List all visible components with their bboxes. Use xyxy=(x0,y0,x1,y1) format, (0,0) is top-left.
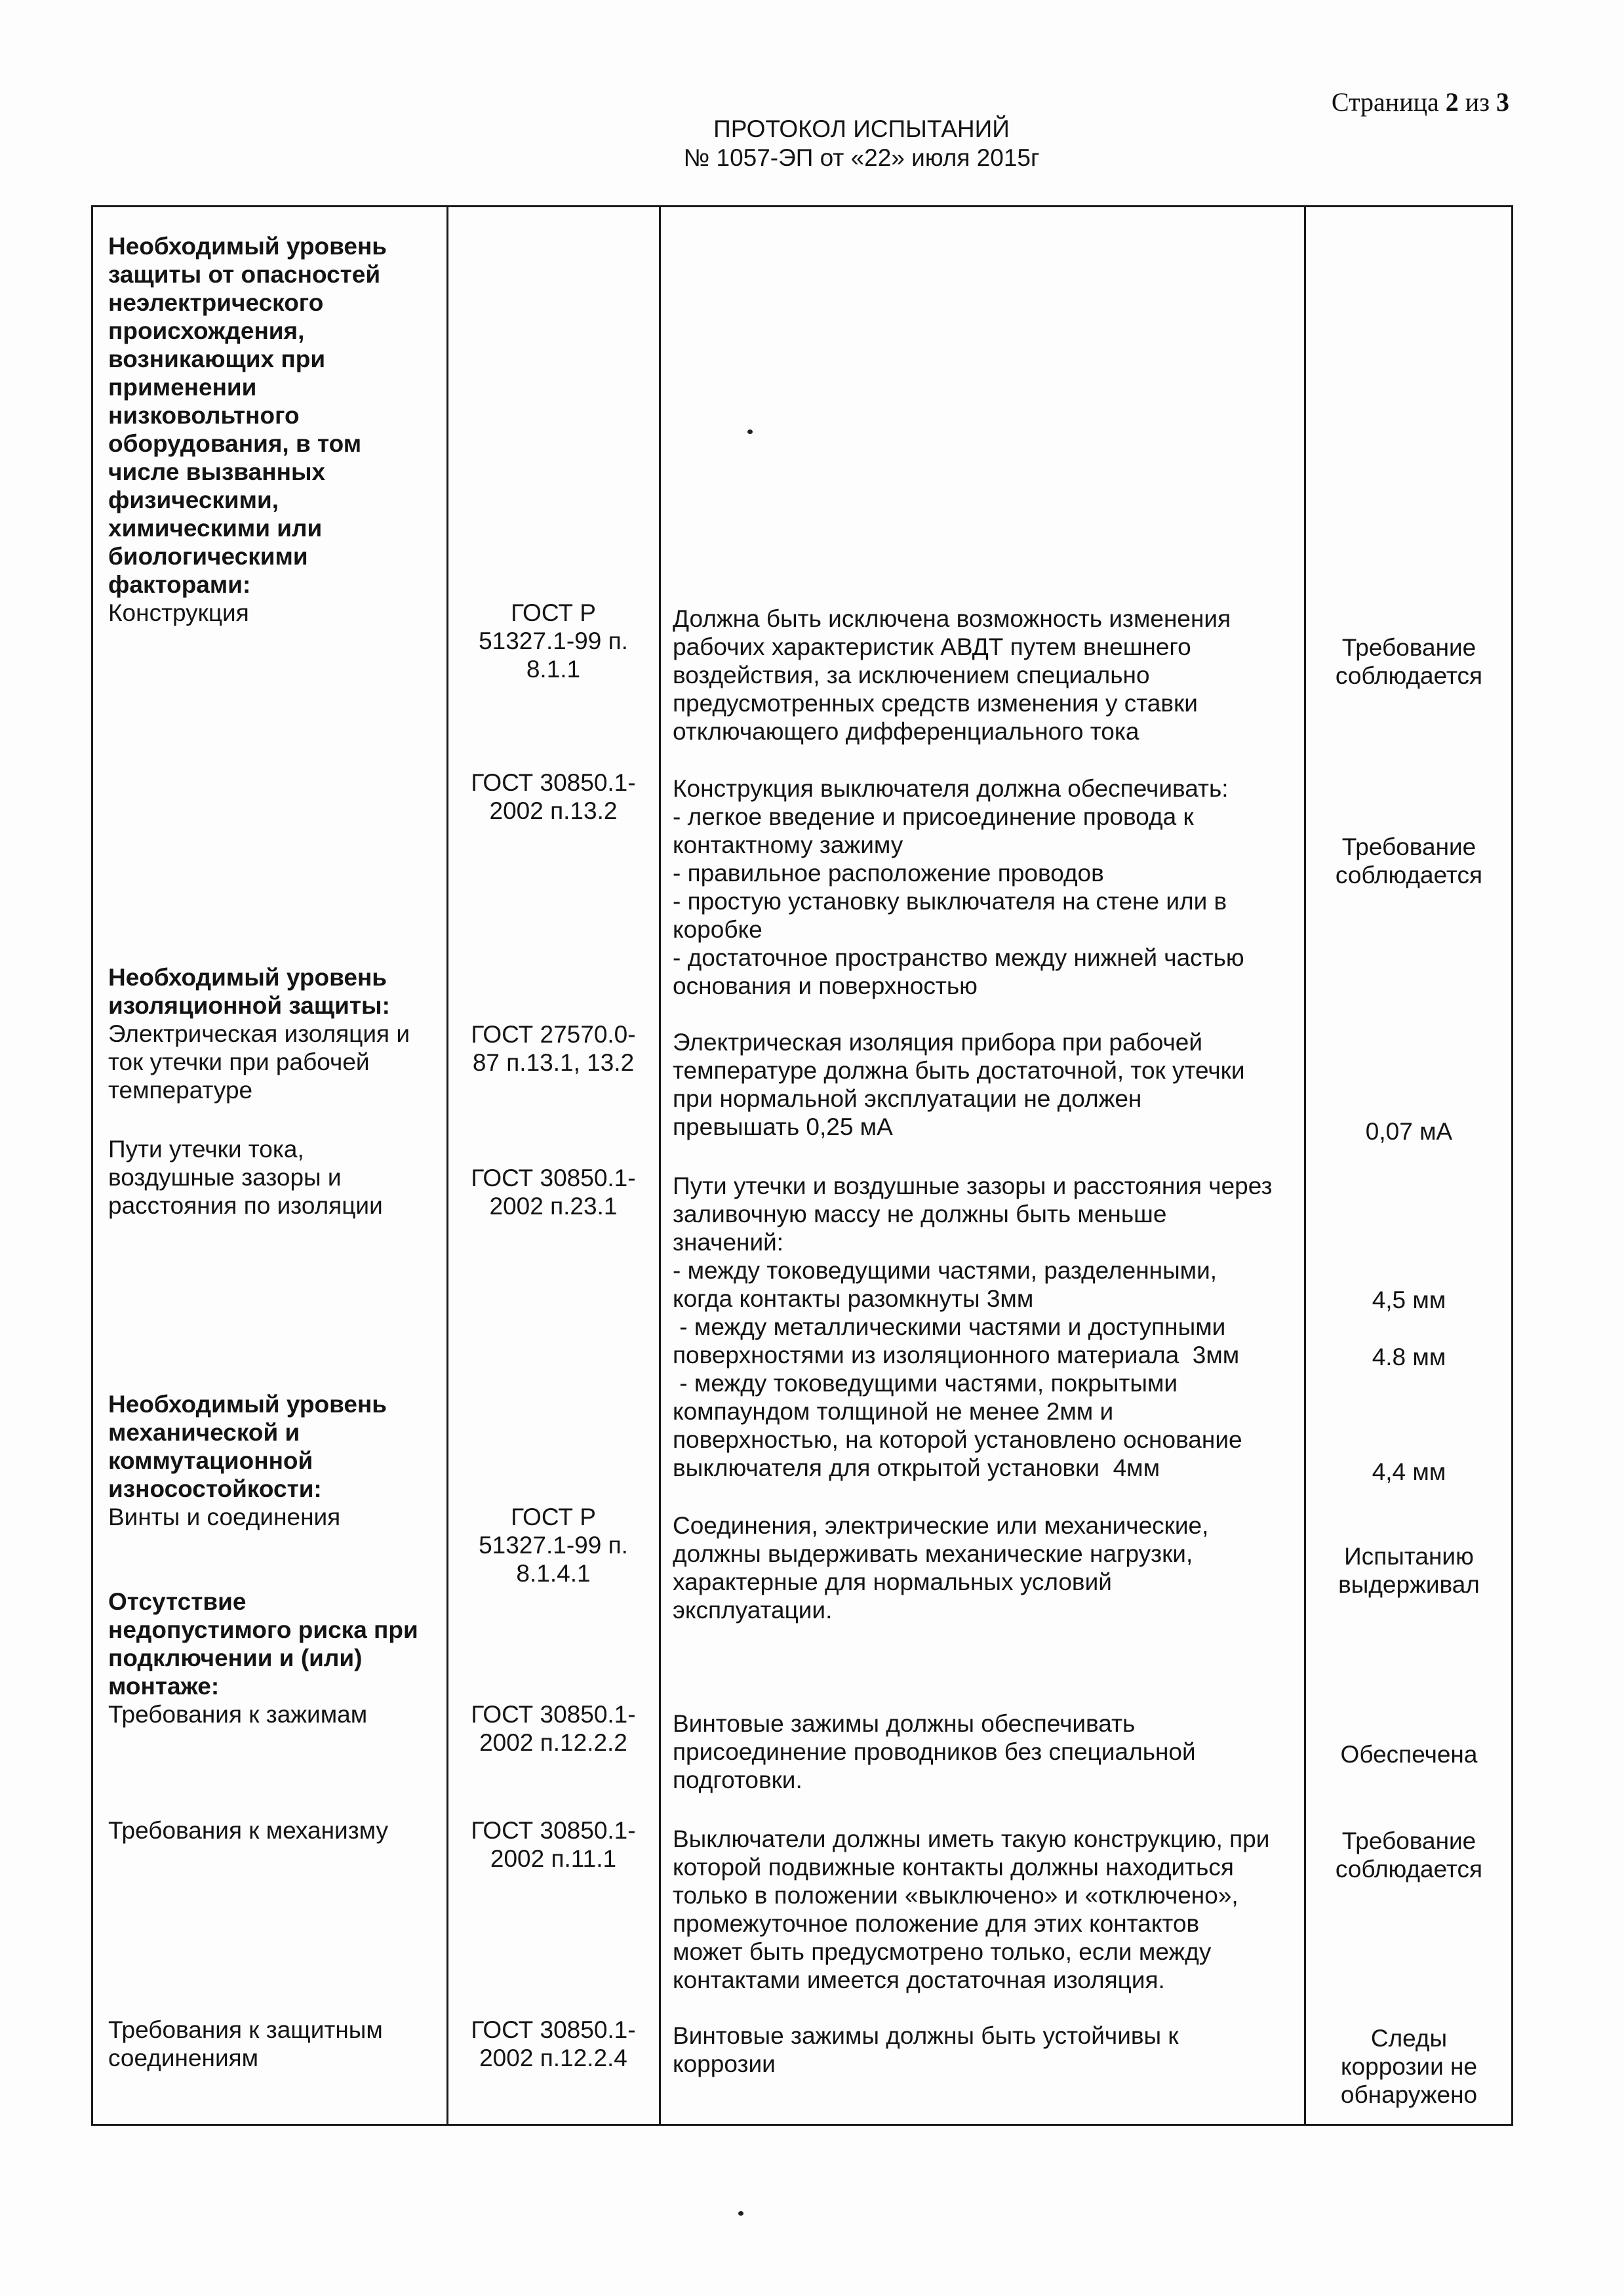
requirement-text: Соединения, электрические или механические, должны выдерживать механические нагрузки, характерные для нормальных условий эксплуатации. xyxy=(673,1512,1209,1624)
criterion-label: Требования к механизму xyxy=(108,1817,389,1844)
requirement-text: Электрическая изоляция прибора при рабочей температуре должна быть достаточной, ток утечки при нормальной эксплуатации не должен превышать 0,25 мА xyxy=(673,1029,1245,1140)
criterion-cell xyxy=(108,2016,383,2072)
test-result: Требование соблюдается xyxy=(1335,634,1483,689)
requirement-text: Конструкция выключателя должна обеспечивать: - легкое введение и присоединение провода к контактному зажиму - правильное расположение проводов - простую установку выключателя на стене или в коробке - достаточное пространство между нижней частью основания и поверхностью xyxy=(673,775,1244,999)
test-result: 4.8 мм xyxy=(1372,1344,1446,1370)
criterion-label: Электрическая изоляция и ток утечки при рабочей температуре xyxy=(108,1020,410,1104)
criterion-label: Пути утечки тока, воздушные зазоры и расстояния по изоляции xyxy=(108,1136,383,1219)
section-heading: Необходимый уровень механической и коммутационной износостойкости: xyxy=(108,1391,387,1502)
standard-reference: ГОСТ 30850.1- 2002 п.11.1 xyxy=(471,1817,636,1872)
standard-reference: ГОСТ 30850.1- 2002 п.13.2 xyxy=(471,769,636,824)
criterion-cell xyxy=(108,1816,388,1845)
document-header xyxy=(599,115,1124,172)
requirement-text: Винтовые зажимы должны обеспечивать присоединение проводников без специальной подготовки. xyxy=(673,1710,1196,1793)
document-title: ПРОТОКОЛ ИСПЫТАНИЙ xyxy=(713,115,1010,142)
standard-reference: ГОСТ 27570.0- 87 п.13.1, 13.2 xyxy=(471,1021,636,1076)
criterion-cell xyxy=(108,232,387,627)
requirement-text: Винтовые зажимы должны быть устойчивы к коррозии xyxy=(673,2022,1179,2077)
requirement-text: Выключатели должны иметь такую конструкцию, при которой подвижные контакты должны находиться только в положении «выключено» и «отключено», промежуточное положение для этих контактов может быть предусмотрено только, если между контактами имеется достаточная изоляция. xyxy=(673,1826,1270,1993)
test-result: Следы коррозии не обнаружено xyxy=(1340,2025,1478,2108)
criterion-label: Требования к зажимам xyxy=(108,1701,368,1728)
test-result: Требование соблюдается xyxy=(1335,1827,1483,1883)
requirement-text: Должна быть исключена возможность изменения рабочих характеристик АВДТ путем внешнего воздействия, за исключением специально предусмотренных средств изменения у ставки отключающего дифференциального тока xyxy=(673,605,1231,745)
scan-speck xyxy=(738,2211,743,2216)
requirement-text: Пути утечки и воздушные зазоры и расстояния через заливочную массу не должны быть меньше значений: - между токоведущими частями, разделенными, когда контакты разомкнуты 3мм - между металлическими частями и доступными поверхностями из изоляционного материала 3мм - между токоведущими частями, покрытыми компаундом толщиной не менее 2мм и поверхностью, на которой установлено основание выключателя для открытой установки 4мм xyxy=(673,1172,1273,1481)
protocol-number: № 1057-ЭП от «22» июля 2015г xyxy=(683,144,1040,171)
criterion-label: Требования к защитным соединениям xyxy=(108,2016,383,2071)
test-result: 0,07 мА xyxy=(1365,1118,1453,1145)
page-number xyxy=(1332,85,1509,119)
standard-reference: ГОСТ Р 51327.1-99 п. 8.1.1 xyxy=(479,599,628,683)
scan-speck xyxy=(747,429,753,434)
criterion-cell xyxy=(108,963,410,1104)
page-current: 2 xyxy=(1445,87,1459,117)
criterion-cell xyxy=(108,1135,383,1220)
test-result: Испытанию выдерживал xyxy=(1338,1543,1480,1598)
standard-reference: ГОСТ 30850.1- 2002 п.23.1 xyxy=(471,1165,636,1220)
criterion-cell xyxy=(108,1390,387,1531)
section-heading: Необходимый уровень защиты от опасностей неэлектрического происхождения, возникающих при применении низковольтного оборудования, в том числе вызванных физическими, химическими или биологическими факторами: xyxy=(108,233,387,598)
standard-reference: ГОСТ Р 51327.1-99 п. 8.1.4.1 xyxy=(479,1504,628,1587)
standard-reference: ГОСТ 30850.1- 2002 п.12.2.4 xyxy=(471,2016,636,2071)
page-label: Страница xyxy=(1331,87,1439,117)
test-result: Обеспечена xyxy=(1340,1741,1478,1768)
section-heading: Отсутствие недопустимого риска при подключении и (или) монтаже: xyxy=(108,1588,418,1700)
criterion-label: Винты и соединения xyxy=(108,1504,341,1530)
section-heading: Необходимый уровень изоляционной защиты: xyxy=(108,964,390,1019)
standard-reference: ГОСТ 30850.1- 2002 п.12.2.2 xyxy=(471,1701,636,1756)
test-result: 4,5 мм xyxy=(1372,1287,1446,1313)
test-result: 4,4 мм xyxy=(1372,1458,1446,1485)
page-of: из xyxy=(1465,87,1490,117)
criterion-label: Конструкция xyxy=(108,599,249,626)
page-total: 3 xyxy=(1496,87,1509,117)
test-result: Требование соблюдается xyxy=(1335,833,1483,888)
criterion-cell xyxy=(108,1587,418,1728)
